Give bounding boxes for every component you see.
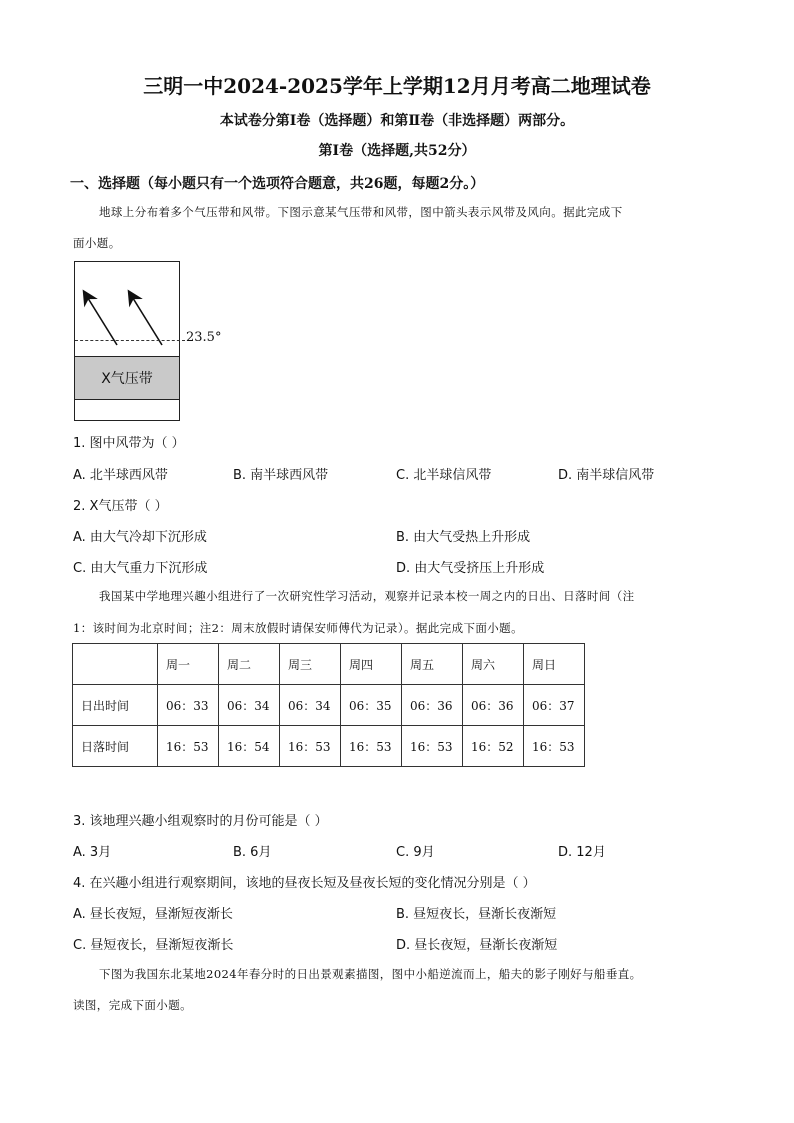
- belt-label: X气压带: [101, 371, 153, 387]
- q1-option-c: C. 北半球信风带: [396, 468, 492, 483]
- table-cell: 16：53: [402, 726, 463, 767]
- intro2-line2: 1：该时间为北京时间；注2：周末放假时请保安师傅代为记录）。据此完成下面小题。: [73, 621, 523, 635]
- table-cell: 16：53: [158, 726, 219, 767]
- exam-title: 三明一中2024-2025学年上学期12月月考高二地理试卷: [143, 74, 651, 98]
- table-header-cell: [73, 644, 158, 685]
- q2-option-b: B. 由大气受热上升形成: [396, 530, 531, 545]
- wind-arrows: [75, 262, 181, 352]
- table-header-cell: 周六: [463, 644, 524, 685]
- q1-stem: 1. 图中风带为（ ）: [73, 436, 185, 451]
- q3-option-d: D. 12月: [558, 845, 606, 860]
- table-cell: 06：36: [402, 685, 463, 726]
- table-cell: 06：36: [463, 685, 524, 726]
- q3-stem: 3. 该地理兴趣小组观察时的月份可能是（ ）: [73, 814, 328, 829]
- q4-option-a: A. 昼长夜短，昼渐短夜渐长: [73, 907, 233, 922]
- q3-option-b: B. 6月: [233, 845, 272, 860]
- q2-option-c: C. 由大气重力下沉形成: [73, 561, 208, 576]
- intro3-line1: 下图为我国东北某地2024年春分时的日出景观素描图，图中小船逆流而上，船夫的影子刚好与船垂直。: [99, 967, 642, 981]
- latitude-line: [75, 340, 185, 341]
- q3-option-a: A. 3月: [73, 845, 112, 860]
- section1-heading: 一、选择题（每小题只有一个选项符合题意，共26题，每题2分。）: [70, 176, 485, 192]
- intro2-line1: 我国某中学地理兴趣小组进行了一次研究性学习活动，观察并记录本校一周之内的日出、日落时间（注: [99, 589, 635, 603]
- pressure-belt-band: [75, 356, 179, 400]
- wind-arrow-1: [86, 295, 117, 345]
- q2-option-d: D. 由大气受挤压上升形成: [396, 561, 545, 576]
- table-header-cell: 周四: [341, 644, 402, 685]
- table-cell: 日落时间: [73, 726, 158, 767]
- intro1-line2: 面小题。: [73, 236, 121, 250]
- q4-option-b: B. 昼短夜长，昼渐长夜渐短: [396, 907, 557, 922]
- intro1-line1: 地球上分布着多个气压带和风带。下图示意某气压带和风带，图中箭头表示风带及风向。据此完成下: [99, 205, 623, 219]
- latitude-label: 23.5°: [186, 330, 222, 345]
- table-header-cell: 周五: [402, 644, 463, 685]
- q4-option-d: D. 昼长夜短，昼渐长夜渐短: [396, 938, 558, 953]
- table-cell: 06：35: [341, 685, 402, 726]
- pressure-belt-figure: [74, 261, 180, 421]
- table-header-cell: 周二: [219, 644, 280, 685]
- table-cell: 16：52: [463, 726, 524, 767]
- wind-arrow-2: [131, 295, 162, 345]
- table-cell: 16：53: [280, 726, 341, 767]
- table-cell: 16：53: [524, 726, 585, 767]
- q4-option-c: C. 昼短夜长，昼渐短夜渐长: [73, 938, 234, 953]
- table-header-cell: 周一: [158, 644, 219, 685]
- q2-stem: 2. X气压带（ ）: [73, 499, 168, 514]
- q3-option-c: C. 9月: [396, 845, 435, 860]
- table-cell: 06：34: [280, 685, 341, 726]
- q4-stem: 4. 在兴趣小组进行观察期间，该地的昼夜长短及昼夜长短的变化情况分别是（ ）: [73, 876, 536, 891]
- table-header-row: [73, 644, 585, 685]
- q1-option-a: A. 北半球西风带: [73, 468, 168, 483]
- table-row: [73, 726, 585, 767]
- q2-option-a: A. 由大气冷却下沉形成: [73, 530, 207, 545]
- part1-heading: 第Ⅰ卷（选择题,共52分）: [318, 143, 476, 159]
- exam-subtitle: 本试卷分第Ⅰ卷（选择题）和第Ⅱ卷（非选择题）两部分。: [219, 113, 575, 129]
- table-cell: 16：53: [341, 726, 402, 767]
- table-header-cell: 周三: [280, 644, 341, 685]
- table-header-cell: 周日: [524, 644, 585, 685]
- table-cell: 日出时间: [73, 685, 158, 726]
- sunrise-sunset-table: [72, 643, 585, 767]
- table-cell: 06：37: [524, 685, 585, 726]
- table-row: [73, 685, 585, 726]
- table-cell: 06：34: [219, 685, 280, 726]
- table-cell: 16：54: [219, 726, 280, 767]
- q1-option-d: D. 南半球信风带: [558, 468, 655, 483]
- q1-option-b: B. 南半球西风带: [233, 468, 329, 483]
- intro3-line2: 读图，完成下面小题。: [73, 998, 192, 1012]
- table-cell: 06：33: [158, 685, 219, 726]
